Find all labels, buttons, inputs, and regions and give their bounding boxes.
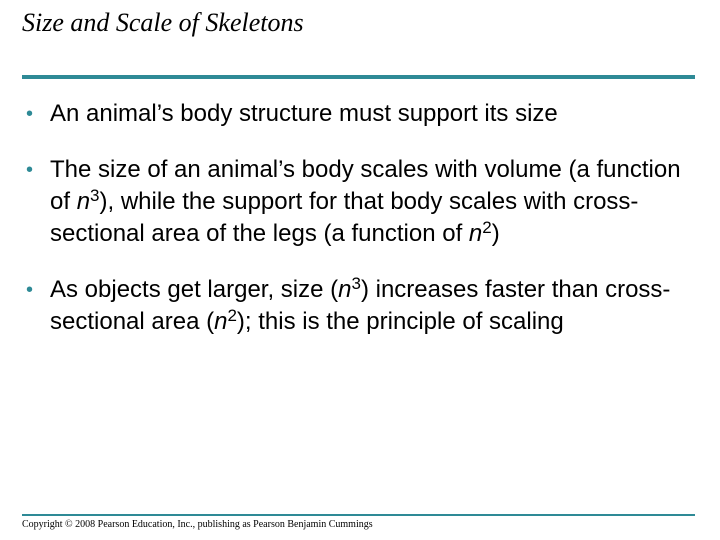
variable-n: n — [76, 188, 91, 215]
exponent: 2 — [227, 306, 237, 325]
bullet-marker: • — [26, 159, 34, 181]
title-divider — [22, 75, 695, 79]
bullet-item — [26, 98, 696, 130]
text-run: ); this is the principle of scaling — [236, 308, 564, 335]
variable-n: n — [468, 220, 483, 247]
copyright-footer: Copyright © 2008 Pearson Education, Inc., publishing as Pearson Benjamin Cummings — [22, 519, 373, 530]
exponent: 3 — [90, 186, 100, 205]
text-run: ) increases faster than cross-sectional area ( — [50, 276, 671, 335]
bullet-item — [26, 274, 696, 338]
bullet-text — [50, 156, 681, 247]
text-run: As objects get larger, size ( — [50, 276, 339, 303]
variable-n: n — [214, 308, 228, 335]
text-run: The size of an animal’s body scales with volume (a function of — [50, 156, 681, 215]
bullet-marker: • — [26, 279, 34, 301]
bullet-list — [26, 98, 696, 362]
footer-divider — [22, 514, 695, 516]
text-run: ) — [491, 220, 500, 247]
variable-n: n — [338, 276, 352, 303]
text-run: ), while the support for that body scales with cross-sectional area of the legs (a function of — [50, 188, 639, 247]
bullet-item — [26, 154, 696, 250]
bullet-text — [50, 276, 670, 335]
exponent: 2 — [482, 218, 492, 237]
bullet-text: An animal’s body structure must support its size — [50, 100, 558, 127]
slide-title: Size and Scale of Skeletons — [22, 8, 304, 37]
bullet-marker: • — [26, 103, 34, 125]
exponent: 3 — [351, 274, 361, 293]
